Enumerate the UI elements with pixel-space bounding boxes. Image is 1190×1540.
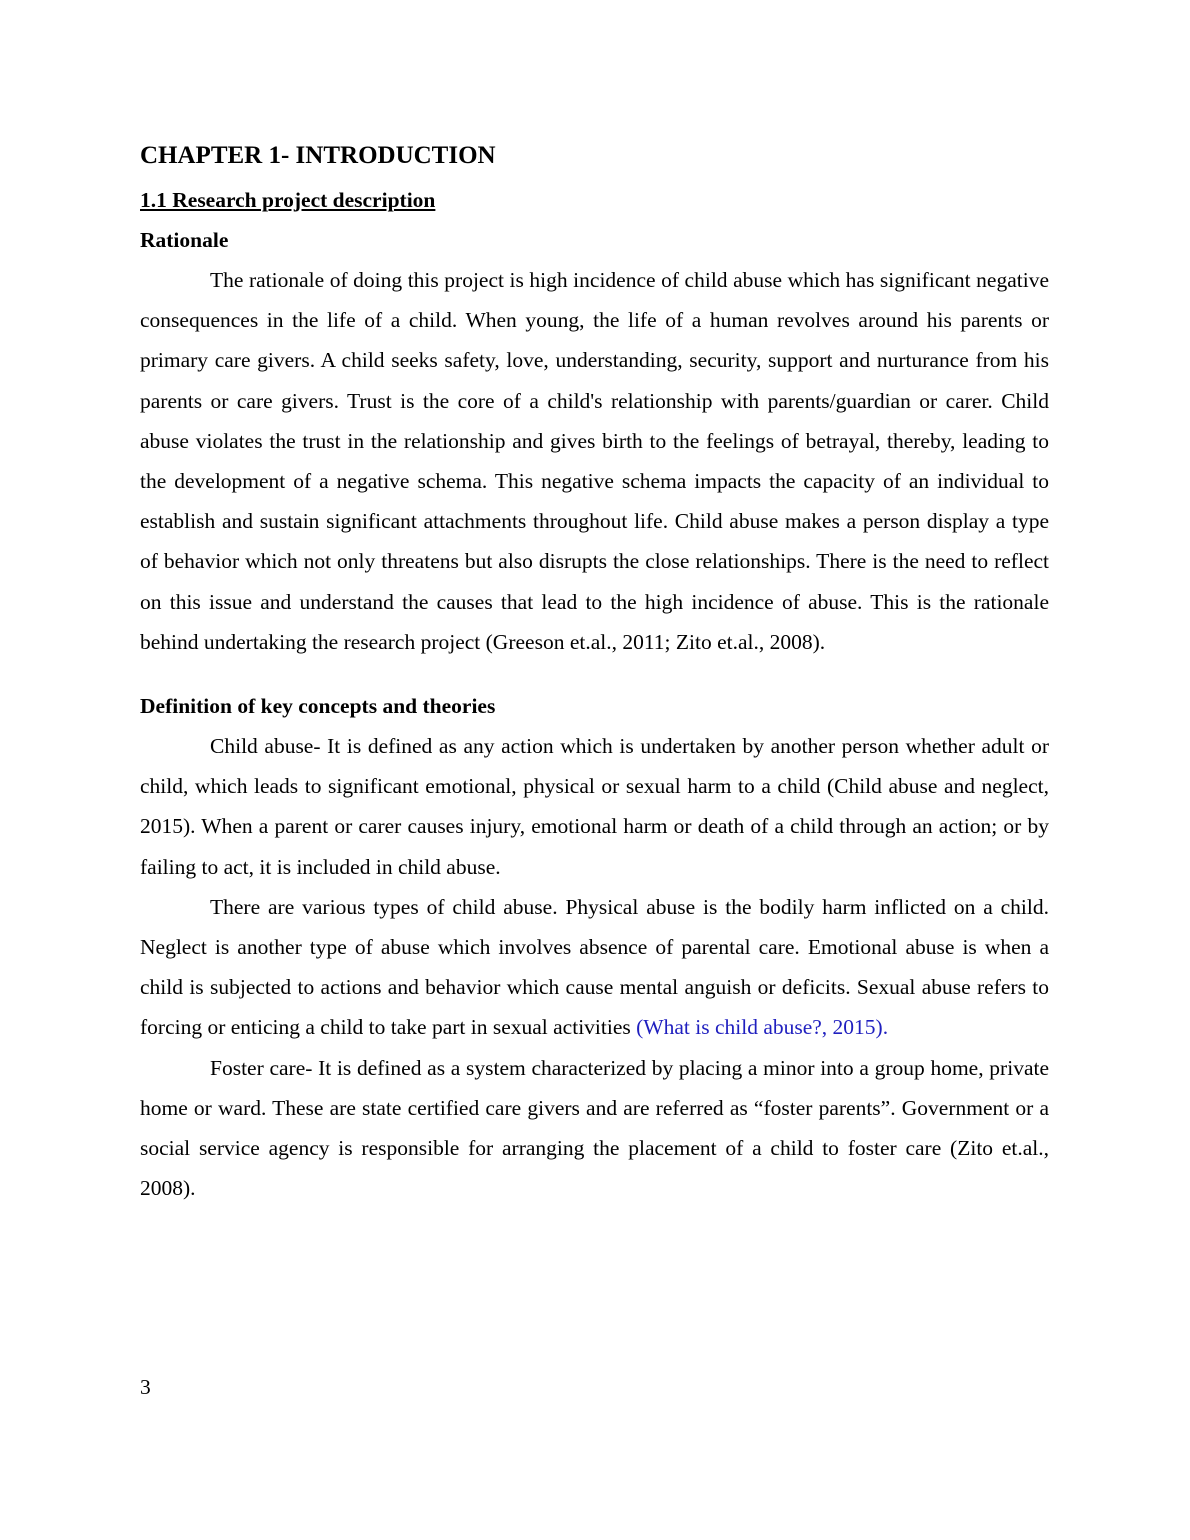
abuse-types-citation[interactable]: (What is child abuse?, 2015). (636, 1015, 889, 1040)
section-spacer (140, 662, 1049, 686)
abuse-types-text: There are various types of child abuse. Physical abuse is the bodily harm inflicted on a child. Neglect is another type of abuse which involves absence of parental care. Emotional abuse is when a child is subjected to actions and behavior which cause mental anguish or deficits. Sexual abuse refers to forcing or enticing a child to take part in sexual activities (140, 894, 1049, 1040)
document-page (140, 136, 1049, 1208)
foster-care-paragraph: Foster care- It is defined as a system characterized by placing a minor into a group home, private home or ward. These are state certified care givers and are referred as “foster parents”. Government or a social service agency is responsible for arranging the placement of a child to foster care (Zito et.al., 2008). (140, 1055, 1049, 1201)
section-title: 1.1 Research project description (140, 188, 436, 212)
definitions-heading: Definition of key concepts and theories (140, 694, 496, 719)
abuse-types-paragraph (140, 887, 1049, 1048)
chapter-title: CHAPTER 1- INTRODUCTION (140, 142, 496, 169)
page-number: 3 (140, 1375, 151, 1399)
rationale-paragraph: The rationale of doing this project is high incidence of child abuse which has significant negative consequences in the life of a child. When young, the life of a human revolves around his parents or primary care givers. A child seeks safety, love, understanding, security, support and nurturance from his parents or care givers. Trust is the core of a child's relationship with parents/guardian or carer. Child abuse violates the trust in the relationship and gives birth to the feelings of betrayal, thereby, leading to the development of a negative schema. This negative schema impacts the capacity of an individual to establish and sustain significant attachments throughout life. Child abuse makes a person display a type of behavior which not only threatens but also disrupts the close relationships. There is the need to reflect on this issue and understand the causes that lead to the high incidence of abuse. This is the rationale behind undertaking the research project (Greeson et.al., 2011; Zito et.al., 2008). (140, 268, 1049, 654)
rationale-heading: Rationale (140, 228, 229, 252)
child-abuse-paragraph: Child abuse- It is defined as any action which is undertaken by another person whether adult or child, which leads to significant emotional, physical or sexual harm to a child (Child abuse and neglect, 2015). When a parent or carer causes injury, emotional harm or death of a child through an action; or by failing to act, it is included in child abuse. (140, 734, 1049, 879)
